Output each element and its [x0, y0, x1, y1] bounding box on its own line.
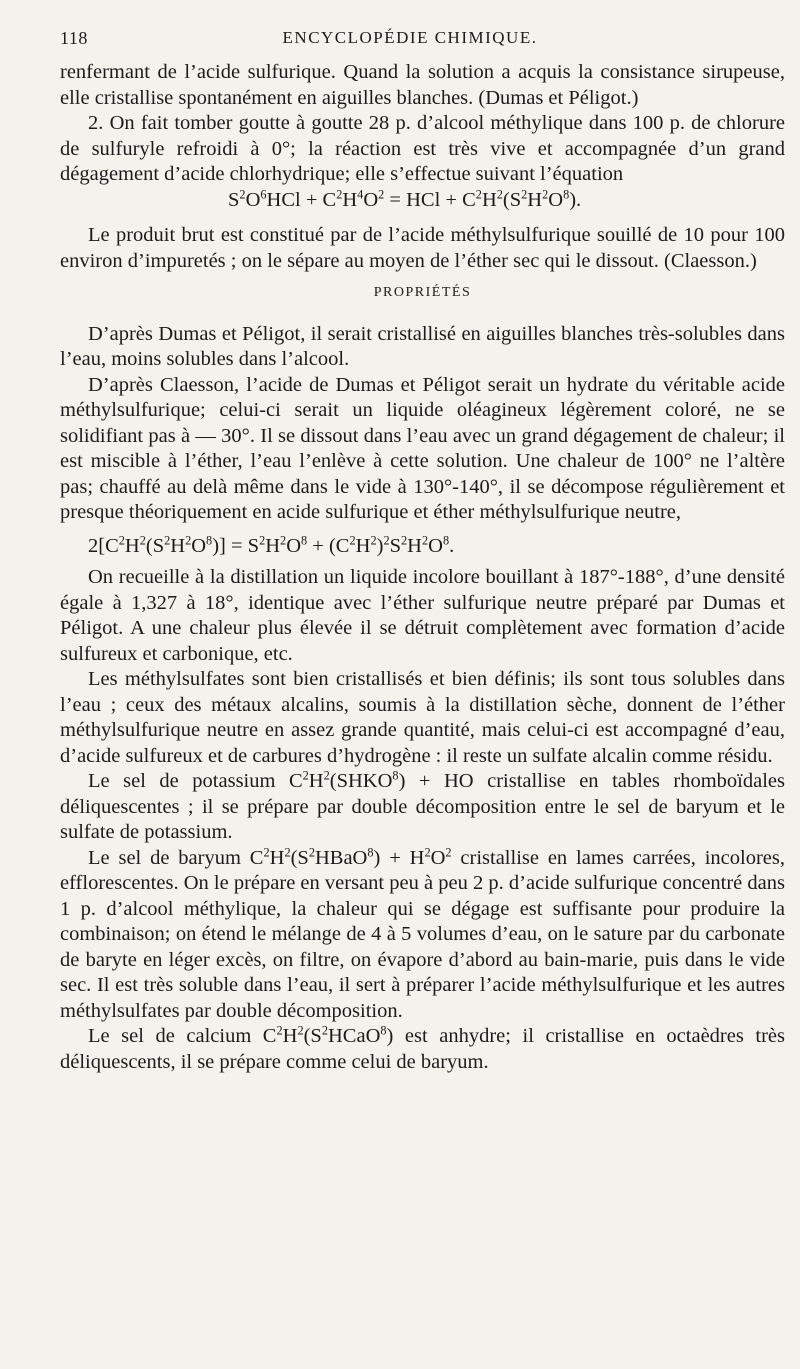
paragraph-distillation: On recueille à la distillation un liquide incolore bouillant à 187°-188°, d’une densité égale à 1,327 à 18°, identique avec l’éther sulfurique neutre préparé par Dumas et Péligot. A une chaleur plus élevée il se détruit complètement avec formation d’acide sulfureux et carbonique, etc.	[60, 566, 785, 665]
paragraph-barium-salt: Le sel de baryum $C^2H^2(S^2HBaO^8) + H^2O^2$ cristallise en lames carrées, incolores, efflorescentes. On le prépare en versant peu à peu 2 p. d’acide sulfurique concentré dans 1 p. d’alcool méthylique, la chaleur qui se dégage est suffisante pour produire la combinaison; on étend le mélange de 4 à 5 volumes d’eau, on le sature par du carbonate de baryte en léger excès, on filtre, on évapore d’abord au bain-marie, puis dans le vide sec. Il est très soluble dans l’eau, il sert à préparer l’acide méthylsulfurique et les autres méthylsulfates par double décomposition.	[60, 845, 785, 1022]
paragraph-continuation: renfermant de l’acide sulfurique. Quand la solution a acquis la consistance sirupeuse, elle cristallise spontanément en aiguilles blanches. (Dumas et Péligot.)	[60, 61, 785, 109]
paragraph-claesson: D’après Claesson, l’acide de Dumas et Péligot serait un hydrate du véritable acide méthylsulfurique; celui-ci serait un liquide oléagineux légèrement coloré, ne se solidifiant pas à — 30°. Il se dissout dans l’eau avec un grand dégagement de chaleur; il est miscible à l’éther, l’eau l’enlève à cette solution. Une chaleur de 100° ne l’altère pas; chauffé au delà même dans le vide à 130°-140°, il se décompose régulièrement et presque théoriquement en acide sulfurique et éther méthylsulfurique neutre,	[60, 373, 785, 523]
paragraph-dumas-peligot: D’après Dumas et Péligot, il serait cristallisé en aiguilles blanches très-solubles dans l’eau, moins solubles dans l’alcool.	[60, 322, 785, 370]
paragraph-calcium-salt: Le sel de calcium $C^2H^2(S^2HCaO^8)$ est anhydre; il cristallise en octaèdres très déliquescents, il se prépare comme celui de baryum.	[60, 1023, 785, 1073]
paragraph-crude-product: Le produit brut est constitué par de l’acide méthylsulfurique souillé de 10 pour 100 environ d’impuretés ; on le sépare au moyen de l’éther sec qui le dissout. (Claesson.)	[60, 224, 785, 272]
section-heading-properties: PROPRIÉTÉS	[373, 285, 472, 300]
paragraph-methylsulfates: Les méthylsulfates sont bien cristallisés et bien définis; ils sont tous solubles dans l’eau ; ceux des métaux alcalins, soumis à la distillation sèche, donnent de l’éther méthylsulfurique neutre en assez grande quantité, mais celui-ci est accompagné d’eau, d’acide sulfureux et de carbures d’hydrogène : il reste un sulfate alcalin comme résidu.	[60, 668, 785, 767]
page-header	[60, 28, 760, 58]
paragraph-potassium-salt: Le sel de potassium $C^2H^2(SHKO^8)$ + HO cristallise en tables rhomboïdales déliquescentes ; il se prépare par double décomposition entre le sel de baryum et le sulfate de potassium.	[60, 768, 785, 843]
page-body	[60, 60, 785, 1075]
equation-chlorosulfonation: $S^2O^6HCl + C^2H^4O^2$ = HCl + $C^2H^2(S^2H^2O^8)$.	[228, 187, 582, 211]
page-number: 118	[60, 28, 88, 48]
equation-decomposition: $2[C^2H^2(S^2H^2O^8)] = S^2H^2O^8 + (C^2H^2)^2S^2H^2O^8$.	[88, 533, 455, 557]
running-title: ENCYCLOPÉDIE CHIMIQUE.	[282, 28, 538, 47]
paragraph-preparation-2: 2. On fait tomber goutte à goutte 28 p. d’alcool méthylique dans 100 p. de chlorure de sulfuryle refroidi à 0°; la réaction est très vive et accompagnée d’un grand dégagement d’acide chlorhydrique; elle s’effectue suivant l’équation	[60, 112, 785, 185]
